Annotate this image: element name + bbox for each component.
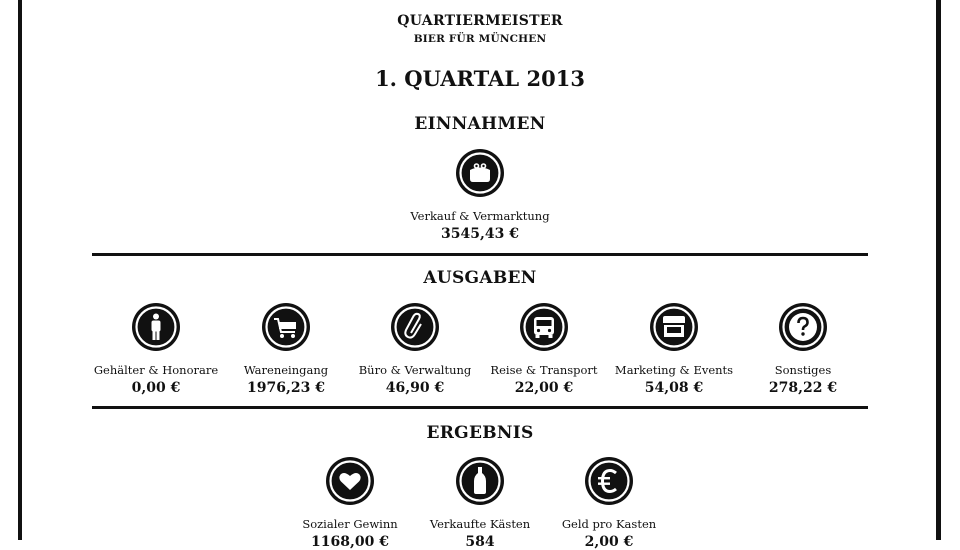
frame-border-right: [936, 0, 941, 540]
expense-item-value: 1976,23 €: [247, 380, 325, 396]
expense-item-value: 278,22 €: [768, 380, 838, 396]
result-item-label: Sozialer Gewinn: [302, 517, 398, 531]
expense-item-label: Gehälter & Honorare: [93, 363, 219, 377]
report-period: 1. QUARTAL 2013: [375, 66, 585, 91]
income-item-label: Verkauf & Vermarktung: [410, 209, 550, 223]
result-item-value: 2,00 €: [584, 534, 634, 550]
expense-item-value: 0,00 €: [131, 380, 181, 396]
frame-border-left: [18, 0, 22, 540]
result-heading: ERGEBNIS: [426, 423, 534, 443]
euro-icon: [585, 457, 633, 505]
income-item-sales: [400, 149, 560, 242]
expense-item-value: 46,90 €: [385, 380, 445, 396]
brand-name: QUARTIERMEISTER: [397, 13, 563, 29]
result-item-label: Geld pro Kasten: [561, 517, 657, 531]
expenses-heading: AUSGABEN: [423, 268, 537, 288]
divider: [92, 406, 868, 409]
purse-icon: [456, 149, 504, 197]
bottle-icon: [456, 457, 504, 505]
heart-icon: [326, 457, 374, 505]
expense-item-label: Reise & Transport: [490, 363, 598, 377]
expense-item-value: 22,00 €: [514, 380, 574, 396]
result-item-value: 584: [465, 534, 495, 550]
income-heading: EINNAHMEN: [414, 114, 546, 134]
result-item-value: 1168,00 €: [311, 534, 389, 550]
question-mark-icon: [779, 303, 827, 351]
expense-item-label: Marketing & Events: [614, 363, 734, 377]
income-item-value: 3545,43 €: [441, 226, 519, 242]
expense-item-value: 54,08 €: [644, 380, 704, 396]
brand-tagline: BIER FÜR MÜNCHEN: [413, 33, 547, 45]
expense-item-label: Büro & Verwaltung: [358, 363, 472, 377]
person-icon: [132, 303, 180, 351]
paperclip-icon: [391, 303, 439, 351]
result-item-label: Verkaufte Kästen: [429, 517, 531, 531]
expense-item-label: Sonstiges: [774, 363, 832, 377]
bus-icon: [520, 303, 568, 351]
result-item-money-per-crate: [529, 457, 689, 550]
expense-item-other: [723, 303, 883, 396]
market-stall-icon: [650, 303, 698, 351]
expense-item-label: Wareneingang: [243, 363, 329, 377]
shopping-cart-icon: [262, 303, 310, 351]
divider: [92, 253, 868, 256]
page-margin-right: [947, 0, 960, 540]
